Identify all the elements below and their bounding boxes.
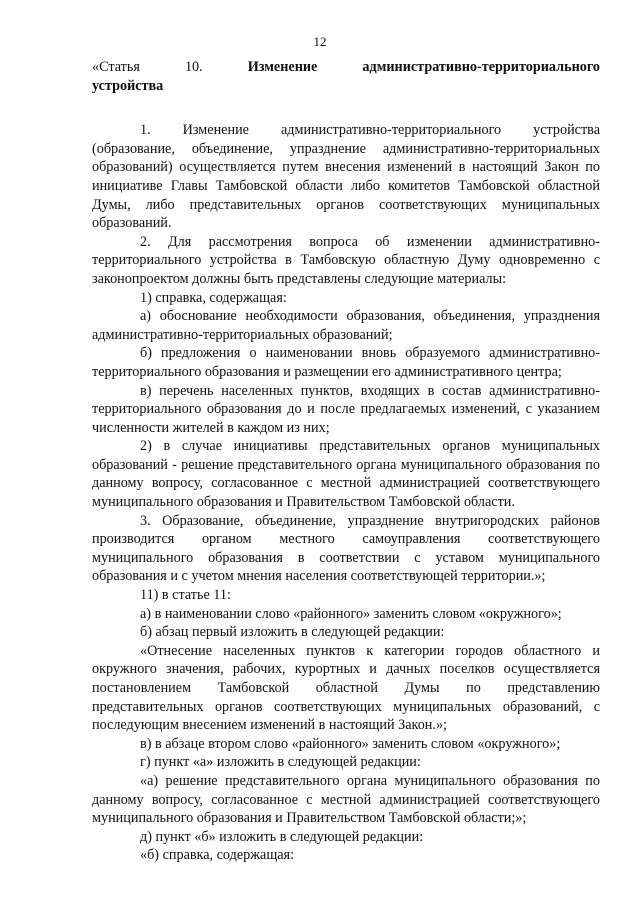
paragraph: б) абзац первый изложить в следующей редакции:	[140, 624, 445, 641]
paragraph: 11) в статье 11:	[140, 587, 231, 604]
paragraph: в) перечень населенных пунктов, входящих в состав административно-территориального образования до и после предлагаемых изменений, с указанием численности жителей в каждом из них;	[92, 382, 600, 436]
paragraph: в) в абзаце втором слово «районного» заменить словом «окружного»;	[140, 735, 561, 752]
paragraph: 1. Изменение административно-территориального устройства (образование, объединение, упразднение административно-территориальных образований) осуществляется путем внесения изменений в настоящий Закон по инициативе Главы Тамбовской области либо комитетов Тамбовской областной Думы, либо представительных органов соответствующих муниципальных образований.	[92, 122, 600, 232]
document-body	[92, 58, 600, 865]
paragraph: д) пункт «б» изложить в следующей редакции:	[140, 828, 424, 845]
article-heading	[92, 58, 600, 77]
paragraph: «б) справка, содержащая:	[140, 847, 295, 864]
article-number: 10.	[184, 59, 203, 75]
paragraph: 1) справка, содержащая:	[140, 289, 287, 306]
article-title-word-1: Изменение	[247, 59, 318, 75]
paragraph: б) предложения о наименовании вновь образуемого административно-территориального образования и размещении его административного центра;	[92, 345, 600, 380]
paragraph: «Отнесение населенных пунктов к категории городов областного и окружного значения, рабочих, курортных и дачных поселков осуществляется постановлением Тамбовской областной Думы по представлению представительных органов соответствующих муниципальных образований, с последующим внесением изменений в настоящий Закон.»;	[92, 642, 600, 734]
paragraph-list	[92, 121, 600, 865]
article-title-word-2: административно-территориального	[362, 59, 601, 75]
paragraph: 2. Для рассмотрения вопроса об изменении административно-территориального устройства в Тамбовскую областную Думу одновременно с законопроектом должны быть представлены следующие материалы:	[92, 233, 600, 287]
paragraph: «а) решение представительного органа муниципального образования по данному вопросу, согласованное с местной администрацией соответствующего муниципального образования и Правительством Тамбовской области;»;	[92, 772, 600, 827]
paragraph: 3. Образование, объединение, упразднение внутригородских районов производится органом местного самоуправления соответствующего муниципального образования в соответствии с уставом муниципального образования и с учетом мнения населения соответствующей территории.»;	[92, 512, 600, 585]
paragraph: а) обоснование необходимости образования, объединения, упразднения административно-территориальных образований;	[92, 308, 600, 343]
paragraph: а) в наименовании слово «районного» заменить словом «окружного»;	[140, 605, 562, 622]
paragraph: г) пункт «а» изложить в следующей редакции:	[140, 754, 421, 771]
paragraph: 2) в случае инициативы представительных органов муниципальных образований - решение представительного органа муниципального образования по данному вопросу, согласованное с местной администрацией соответствующего муниципального образования и Правительством Тамбовской области.	[92, 438, 600, 511]
article-title-continuation: устройства	[92, 77, 164, 94]
page-number: 12	[313, 34, 327, 49]
article-lead: «Статья	[92, 59, 140, 75]
